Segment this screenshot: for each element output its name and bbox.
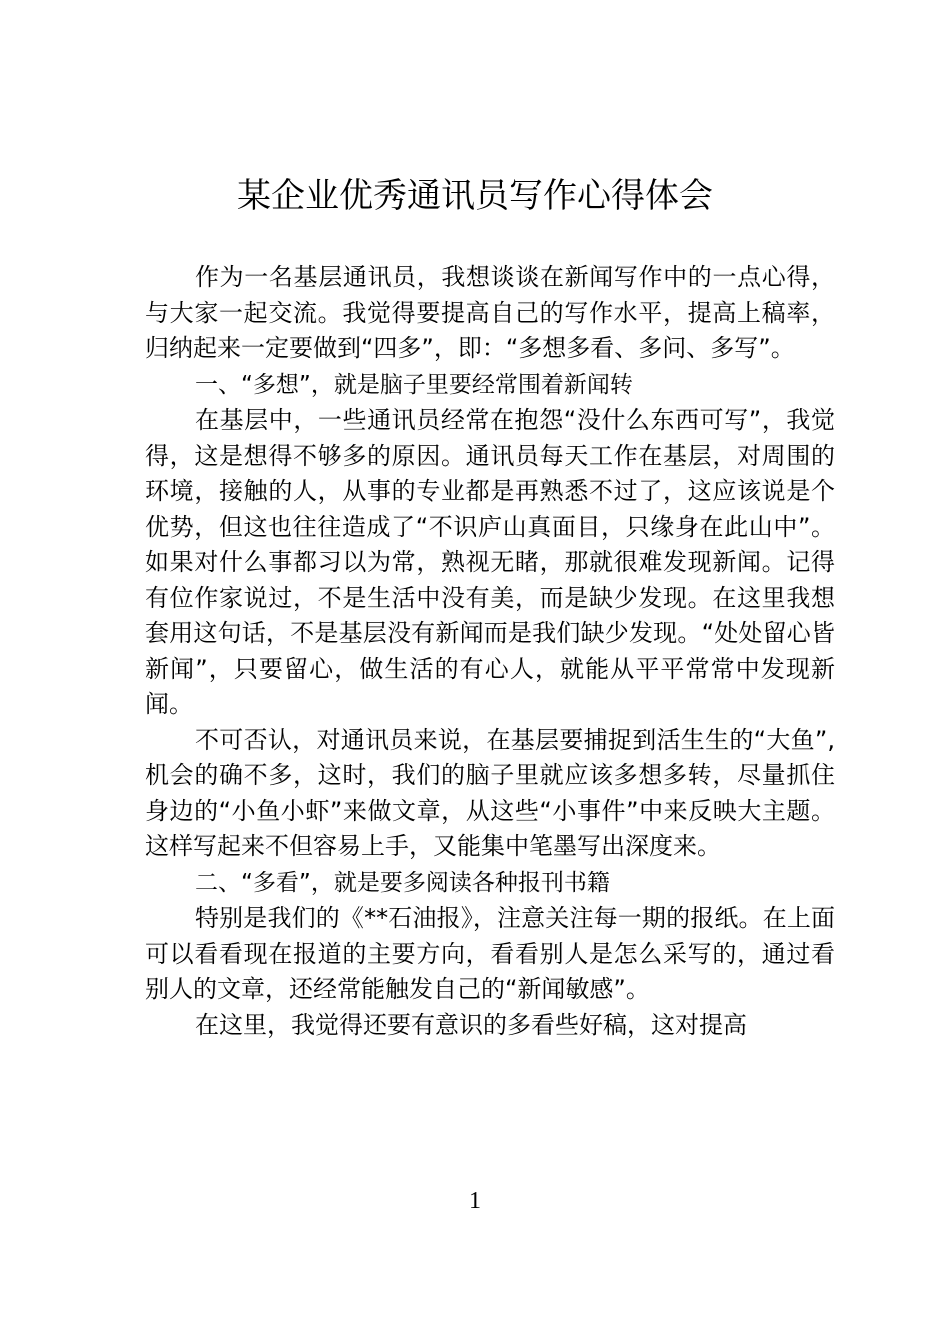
section-heading-1 (145, 367, 835, 404)
paragraph-intro: 作为一名基层通讯员，我想谈谈在新闻写作中的一点心得，与大家一起交流。我觉得要提高自己的写作水平，提高上稿率，归纳起来一定要做到“四多”，即：“多想多看、多问、多写”。 (145, 263, 835, 362)
paragraph-2: 不可否认，对通讯员来说，在基层要捕捉到活生生的“大鱼”,机会的确不多，这时，我们的脑子里就应该多想多转，尽量抓住身边的“小鱼小虾”来做文章，从这些“小事件”中来反映大主题。这样写起来不但容易上手，又能集中笔墨写出深度来。 (145, 725, 835, 860)
paragraph-3: 特别是我们的《**石油报》，注意关注每一期的报纸。在上面可以看看现在报道的主要方向，看看别人是怎么采写的，通过看别人的文章，还经常能触发自己的“新闻敏感”。 (145, 904, 835, 1003)
section-heading-2 (145, 865, 835, 902)
section-heading-2-text: 就是要多阅读各种报刊书籍 (333, 869, 610, 896)
document-title: 某企业优秀通讯员写作心得体会 (237, 176, 713, 216)
document-body (145, 260, 835, 1043)
section-heading-1-number: 一、“多想”， (195, 371, 334, 398)
section-heading-2-number: 二、“多看”， (195, 869, 334, 896)
paragraph-1: 在基层中，一些通讯员经常在抱怨“没什么东西可写”，我觉得，这是想得不够多的原因。通讯员每天工作在基层，对周围的环境，接触的人，从事的专业都是再熟悉不过了，这应该说是个优势，但这也往往造成了“不识庐山真面目，只缘身在此山中”。如果对什么事都习以为常，熟视无睹，那就很难发现新闻。记得有位作家说过，不是生活中没有美，而是缺少发现。在这里我想套用这句话，不是基层没有新闻而是我们缺少发现。“处处留心皆新闻”，只要留心，做生活的有心人，就能从平平常常中发现新闻。 (145, 406, 835, 718)
section-heading-1-text: 就是脑子里要经常围着新闻转 (333, 371, 633, 398)
page-number: 1 (469, 1188, 481, 1214)
paragraph-4: 在这里，我觉得还要有意识的多看些好稿，这对提高 (195, 1010, 747, 1039)
